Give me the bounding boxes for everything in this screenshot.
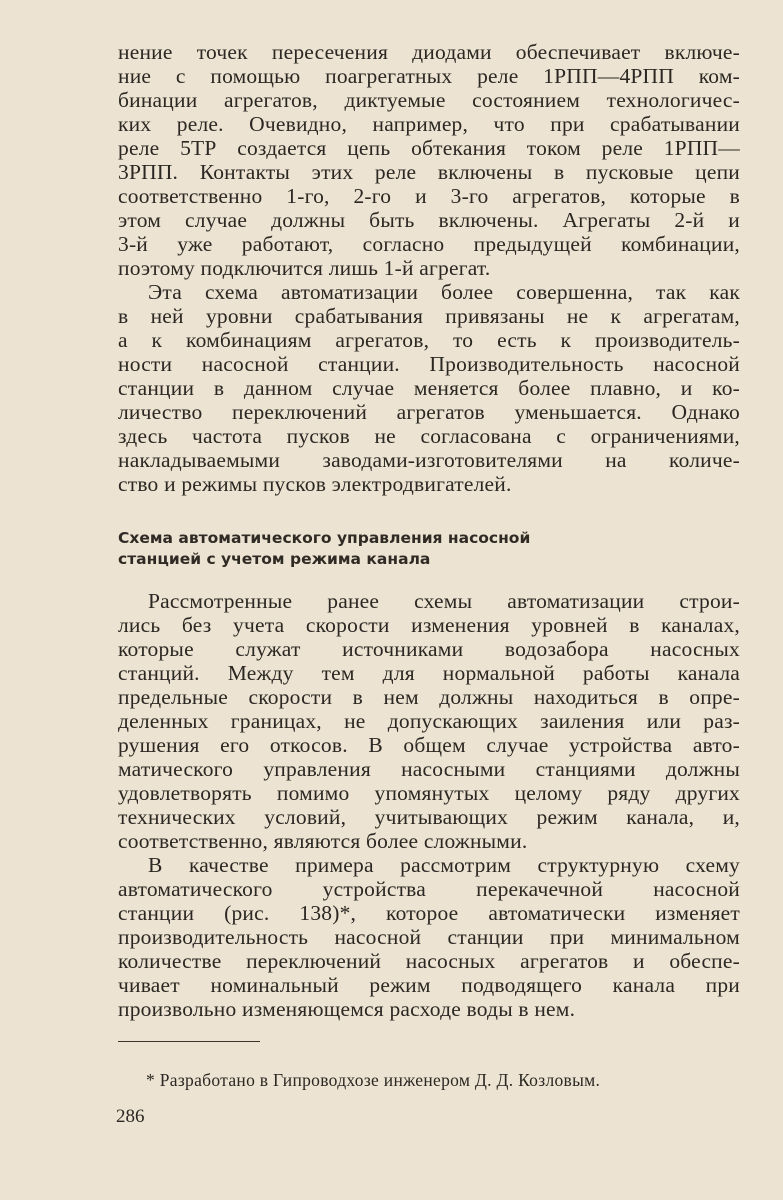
text-line: матического управления насосными станциями должны xyxy=(118,757,740,781)
footnote-separator xyxy=(118,1041,260,1042)
text-line: в ней уровни срабатывания привязаны не к агрегатам, xyxy=(118,304,740,328)
text-line: личество переключений агрегатов уменьшается. Однако xyxy=(118,400,740,424)
text-line: здесь частота пусков не согласована с ограничениями, xyxy=(118,424,740,448)
text-line: ние с помощью поагрегатных реле 1РПП—4РПП ком- xyxy=(118,64,740,88)
text-line: соответственно, являются более сложными. xyxy=(118,829,528,853)
text-line: станции (рис. 138)*, которое автоматически изменяет xyxy=(118,901,740,925)
text-line: реле 5ТР создается цепь обтекания током реле 1РПП— xyxy=(118,136,740,160)
text-line: рушения его откосов. В общем случае устройства авто- xyxy=(118,733,740,757)
text-line: количестве переключений насосных агрегатов и обеспе- xyxy=(118,949,740,973)
text-line: произвольно изменяющемся расходе воды в нем. xyxy=(118,997,576,1021)
page-number: 286 xyxy=(116,1106,145,1127)
text-line: Рассмотренные ранее схемы автоматизации строи- xyxy=(148,589,740,613)
text-line: поэтому подключится лишь 1-й агрегат. xyxy=(118,256,491,280)
text-line: автоматического устройства перекачечной насосной xyxy=(118,877,740,901)
text-line: станции в данном случае меняется более плавно, и ко- xyxy=(118,376,740,400)
text-line: деленных границах, не допускающих заиления или раз- xyxy=(118,709,740,733)
text-line: производительность насосной станции при минимальном xyxy=(118,925,740,949)
text-line: Эта схема автоматизации более совершенна, так как xyxy=(148,280,740,304)
text-line: ности насосной станции. Производительность насосной xyxy=(118,352,740,376)
text-line: 3-й уже работают, согласно предыдущей комбинации, xyxy=(118,232,740,256)
text-line: этом случае должны быть включены. Агрегаты 2-й и xyxy=(118,208,740,232)
text-line: ство и режимы пусков электродвигателей. xyxy=(118,472,512,496)
text-line: 3РПП. Контакты этих реле включены в пусковые цепи xyxy=(118,160,740,184)
text-line: а к комбинациям агрегатов, то есть к производитель- xyxy=(118,328,740,352)
text-line: В качестве примера рассмотрим структурную схему xyxy=(148,853,740,877)
section-heading-line-1: Схема автоматического управления насосной xyxy=(118,529,531,547)
text-line: которые служат источниками водозабора насосных xyxy=(118,637,740,661)
text-line: соответственно 1-го, 2-го и 3-го агрегатов, которые в xyxy=(118,184,740,208)
text-line: нение точек пересечения диодами обеспечивает включе- xyxy=(118,40,740,64)
text-line: бинации агрегатов, диктуемые состоянием технологичес- xyxy=(118,88,740,112)
text-line: накладываемыми заводами-изготовителями на количе- xyxy=(118,448,740,472)
text-line: ких реле. Очевидно, например, что при срабатывании xyxy=(118,112,740,136)
text-line: чивает номинальный режим подводящего канала при xyxy=(118,973,740,997)
text-line: технических условий, учитывающих режим канала, и, xyxy=(118,805,740,829)
text-line: лись без учета скорости изменения уровней в каналах, xyxy=(118,613,740,637)
text-line: станций. Между тем для нормальной работы канала xyxy=(118,661,740,685)
text-line: удовлетворять помимо упомянутых целому ряду других xyxy=(118,781,740,805)
footnote: * Разработано в Гипроводхозе инженером Д. Д. Козловым. xyxy=(146,1070,601,1090)
text-line: предельные скорости в нем должны находиться в опре- xyxy=(118,685,740,709)
section-heading-line-2: станцией с учетом режима канала xyxy=(118,550,431,568)
